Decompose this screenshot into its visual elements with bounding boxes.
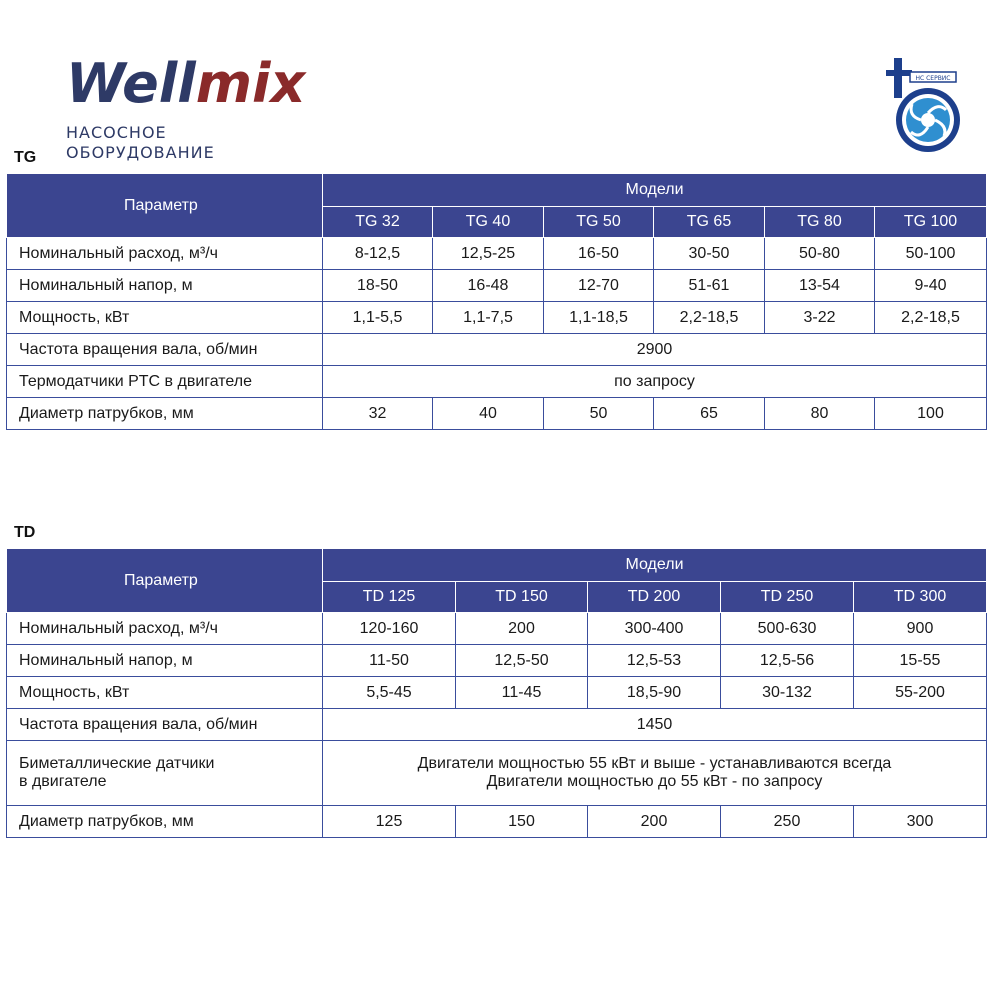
tg-row-power	[7, 302, 987, 334]
tg-model-header: TG 100	[875, 207, 987, 238]
cell: 18-50	[323, 270, 433, 302]
cell: 12,5-50	[456, 645, 588, 677]
td-models-header: Модели	[323, 549, 987, 582]
tg-row-flow	[7, 238, 987, 270]
cell: 2,2-18,5	[654, 302, 765, 334]
bimetal-value-line-2: Двигатели мощностью до 55 кВт - по запросу	[486, 773, 823, 790]
td-spec-table	[6, 548, 987, 838]
wellmix-logo-graphic	[66, 56, 318, 108]
cell: 55-200	[854, 677, 987, 709]
cell: 65	[654, 398, 765, 430]
cell: по запросу	[323, 366, 987, 398]
cell: 1450	[323, 709, 987, 741]
wellmix-logo-text: Wellmix	[66, 56, 306, 108]
td-row-diameter	[7, 806, 987, 838]
cell: 11-50	[323, 645, 456, 677]
cell: 5,5-45	[323, 677, 456, 709]
cell: 1,1-5,5	[323, 302, 433, 334]
td-model-header: TD 250	[721, 582, 854, 613]
tg-row-ptc	[7, 366, 987, 398]
tagline-line-2: ОБОРУДОВАНИЕ	[66, 143, 215, 162]
cell: 11-45	[456, 677, 588, 709]
td-model-header: TD 125	[323, 582, 456, 613]
cell: 2,2-18,5	[875, 302, 987, 334]
cell: 500-630	[721, 613, 854, 645]
tg-param-header: Параметр	[7, 174, 323, 238]
brand-logo	[66, 56, 318, 108]
row-label-line-1: Биметаллические датчики	[19, 755, 215, 772]
td-model-header: TD 200	[588, 582, 721, 613]
row-label: Номинальный расход, м³/ч	[7, 238, 323, 270]
service-logo-text: НС СЕРВИС	[915, 75, 951, 82]
tg-model-header: TG 80	[765, 207, 875, 238]
bimetal-value-line-1: Двигатели мощностью 55 кВт и выше - устанавливаются всегда	[417, 755, 892, 772]
cell: 13-54	[765, 270, 875, 302]
cell: 12,5-25	[433, 238, 544, 270]
tg-models-header: Модели	[323, 174, 987, 207]
cell: 1,1-18,5	[544, 302, 654, 334]
row-label: Частота вращения вала, об/мин	[7, 334, 323, 366]
cell: 12-70	[544, 270, 654, 302]
tg-model-header: TG 40	[433, 207, 544, 238]
pump-impeller-icon	[886, 58, 962, 158]
cell: 12,5-53	[588, 645, 721, 677]
row-label-line-2: в двигателе	[19, 773, 107, 790]
cell: 18,5-90	[588, 677, 721, 709]
tg-row-diameter	[7, 398, 987, 430]
tg-section-title: TG	[14, 149, 37, 166]
cell: 30-132	[721, 677, 854, 709]
tagline-line-1: НАСОСНОЕ	[66, 123, 167, 142]
row-label: Термодатчики PTC в двигателе	[7, 366, 323, 398]
tg-model-header: TG 32	[323, 207, 433, 238]
cell: 2900	[323, 334, 987, 366]
row-label: Мощность, кВт	[7, 677, 323, 709]
tg-row-speed	[7, 334, 987, 366]
cell: 100	[875, 398, 987, 430]
tg-model-header: TG 50	[544, 207, 654, 238]
cell: 250	[721, 806, 854, 838]
service-logo	[886, 58, 962, 163]
cell: 32	[323, 398, 433, 430]
cell: 50-100	[875, 238, 987, 270]
row-label	[7, 741, 323, 806]
row-label: Номинальный расход, м³/ч	[7, 613, 323, 645]
cell: 9-40	[875, 270, 987, 302]
cell: 300	[854, 806, 987, 838]
cell	[323, 741, 987, 806]
row-label: Номинальный напор, м	[7, 645, 323, 677]
cell: 120-160	[323, 613, 456, 645]
cell: 16-48	[433, 270, 544, 302]
cell: 15-55	[854, 645, 987, 677]
td-section-title: TD	[14, 524, 36, 541]
row-label: Диаметр патрубков, мм	[7, 806, 323, 838]
td-model-header: TD 150	[456, 582, 588, 613]
cell: 200	[588, 806, 721, 838]
tg-model-header: TG 65	[654, 207, 765, 238]
tg-row-head	[7, 270, 987, 302]
cell: 1,1-7,5	[433, 302, 544, 334]
td-row-head	[7, 645, 987, 677]
cell: 40	[433, 398, 544, 430]
brand-tagline	[66, 123, 215, 163]
cell: 30-50	[654, 238, 765, 270]
td-row-speed	[7, 709, 987, 741]
cell: 3-22	[765, 302, 875, 334]
row-label: Диаметр патрубков, мм	[7, 398, 323, 430]
row-label: Номинальный напор, м	[7, 270, 323, 302]
cell: 12,5-56	[721, 645, 854, 677]
cell: 16-50	[544, 238, 654, 270]
cell: 51-61	[654, 270, 765, 302]
cell: 50	[544, 398, 654, 430]
row-label: Мощность, кВт	[7, 302, 323, 334]
cell: 8-12,5	[323, 238, 433, 270]
td-row-bimetal	[7, 741, 987, 806]
tg-spec-table	[6, 173, 987, 430]
cell: 150	[456, 806, 588, 838]
cell: 125	[323, 806, 456, 838]
cell: 80	[765, 398, 875, 430]
row-label: Частота вращения вала, об/мин	[7, 709, 323, 741]
td-param-header: Параметр	[7, 549, 323, 613]
cell: 200	[456, 613, 588, 645]
td-row-power	[7, 677, 987, 709]
cell: 300-400	[588, 613, 721, 645]
td-model-header: TD 300	[854, 582, 987, 613]
cell: 900	[854, 613, 987, 645]
cell: 50-80	[765, 238, 875, 270]
td-row-flow	[7, 613, 987, 645]
